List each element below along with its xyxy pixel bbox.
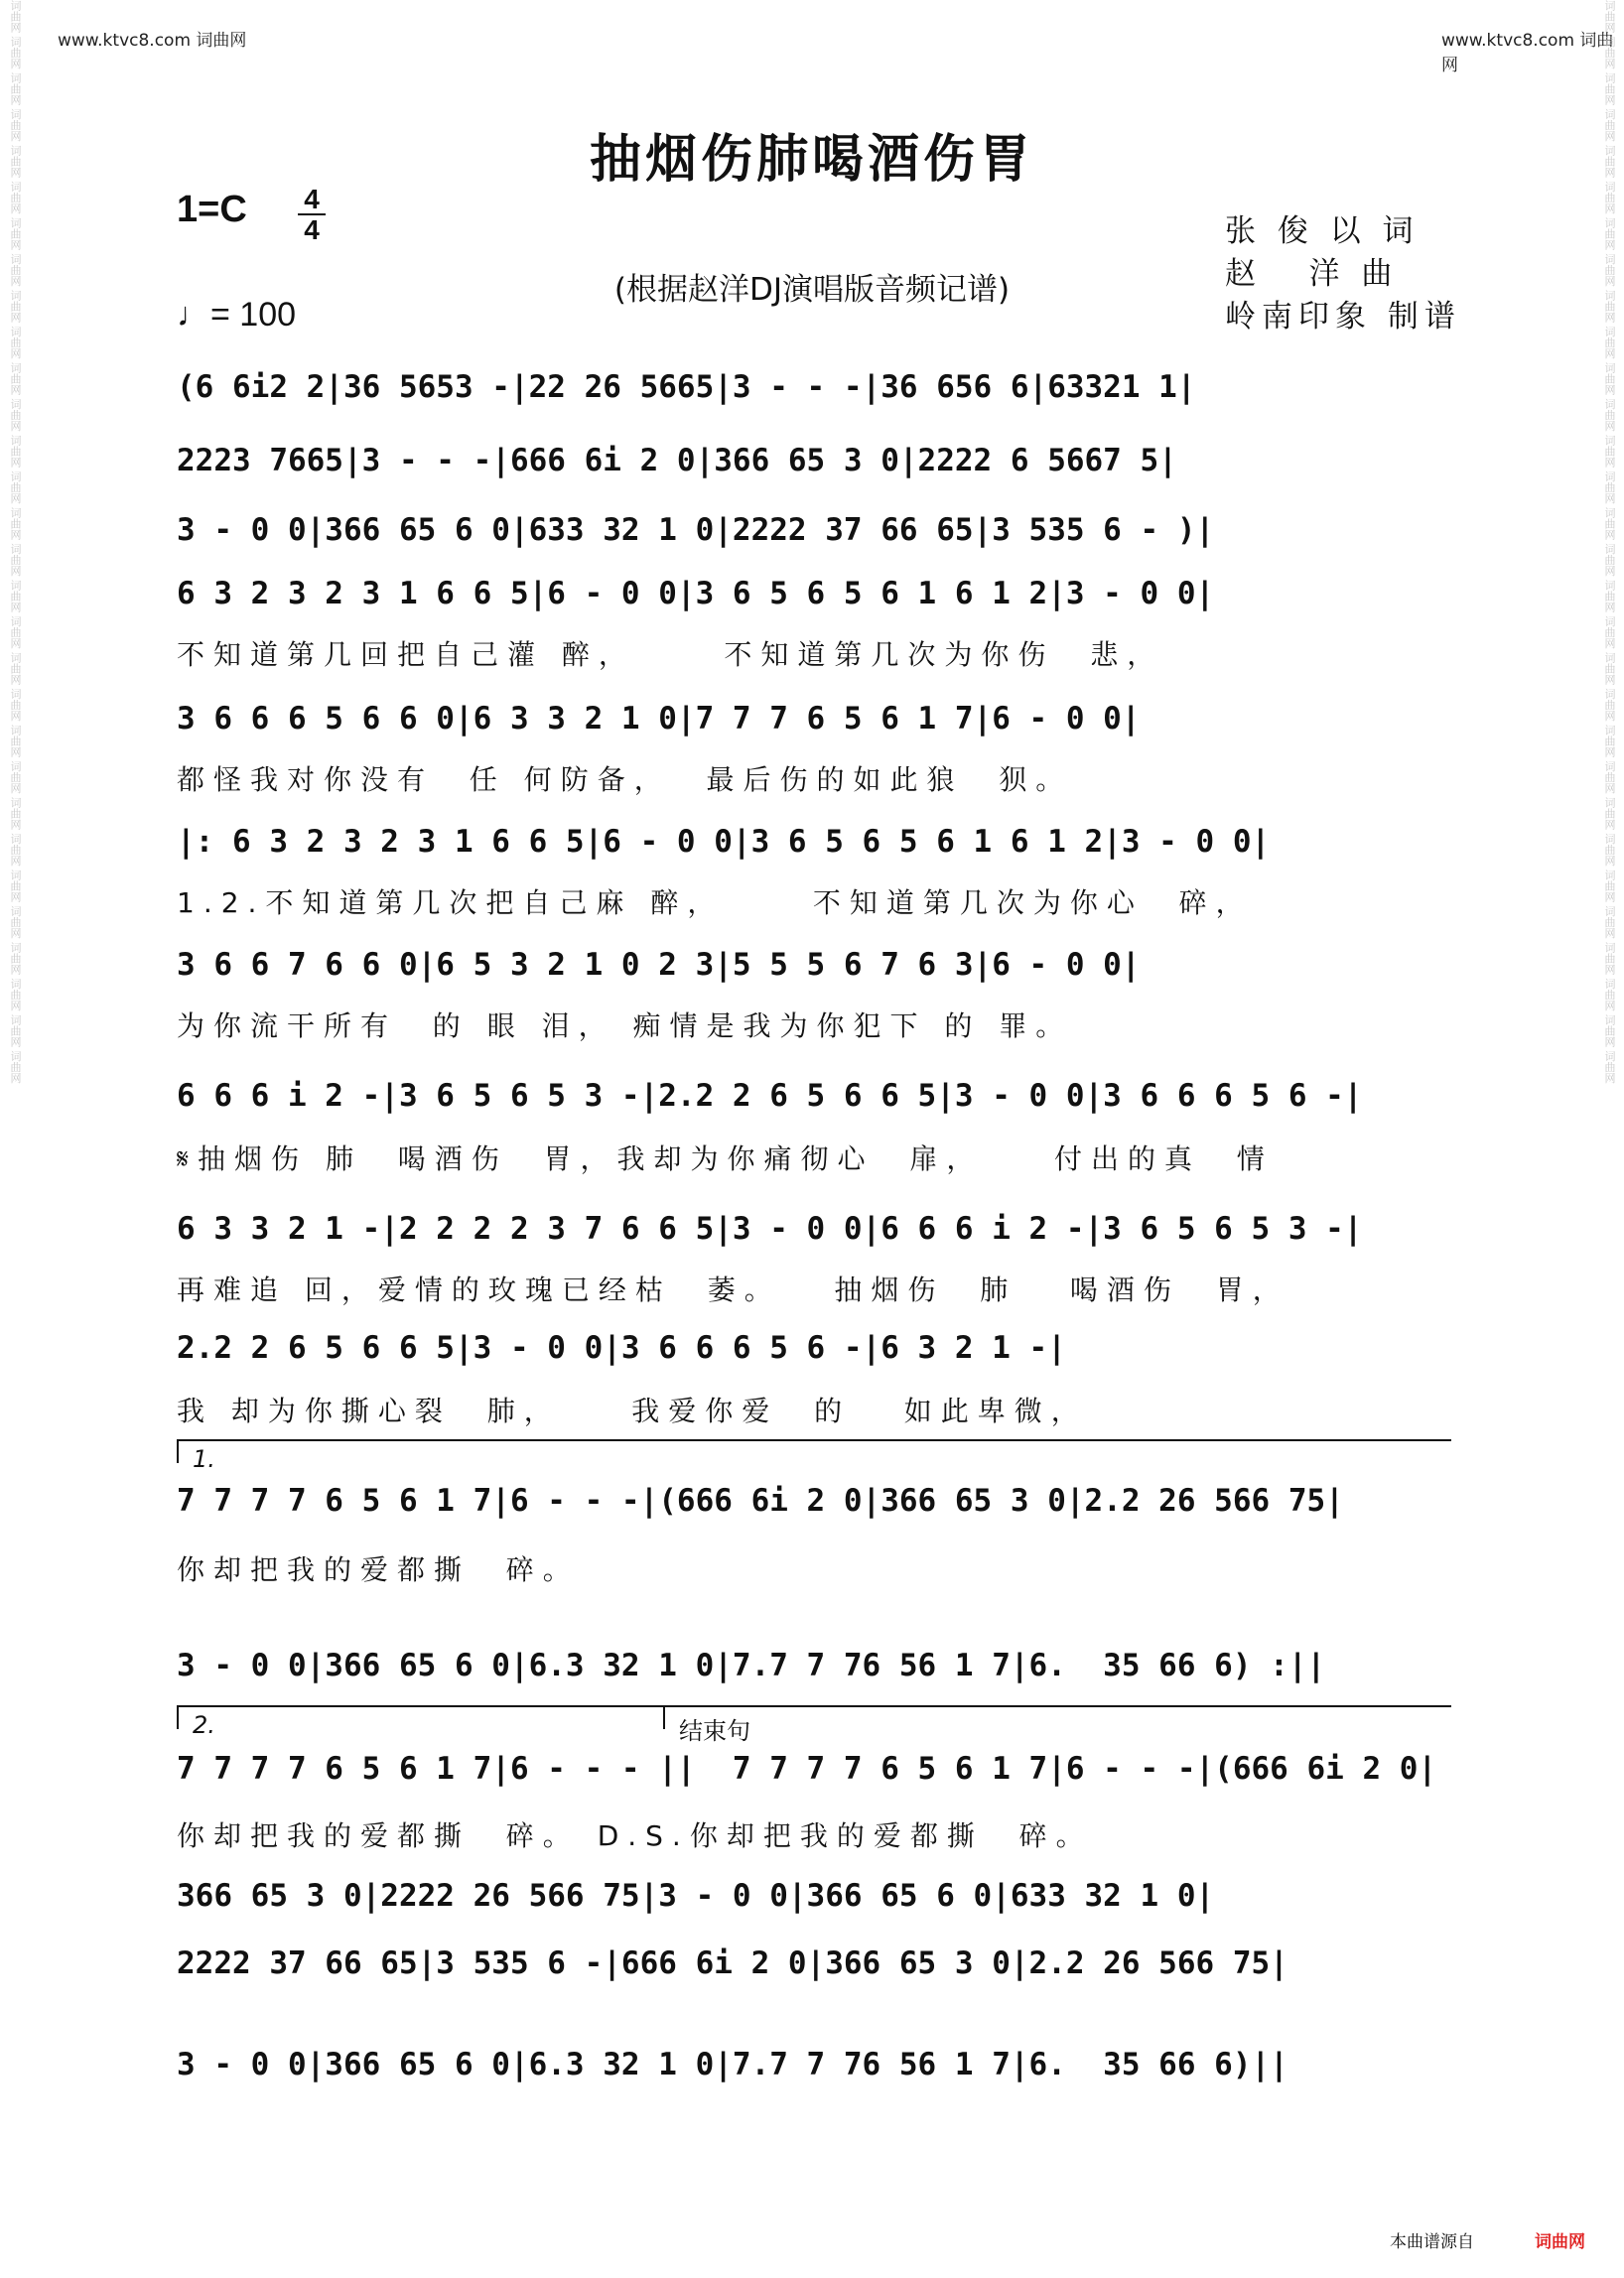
- ending-bracket-1: [177, 1439, 1451, 1473]
- lyrics-row-11: 你却把我的爱都撕 碎。: [177, 1553, 580, 1586]
- header-site-left: www.ktvc8.com 词曲网: [58, 31, 247, 51]
- ending-label-1: 1.: [193, 1445, 215, 1473]
- notation-row-12: 3 - 0 0|366 65 6 0|6.3 32 1 0|7.7 7 76 56 1 7|6. 35 66 6) :||: [177, 1648, 1326, 1683]
- notation-row-15: 2222 37 66 65|3 535 6 -|666 6i 2 0|366 65 3 0|2.2 26 566 75|: [177, 1945, 1288, 1981]
- ending-label-2: 2.: [193, 1711, 215, 1739]
- time-signature-top: 4: [304, 184, 320, 214]
- credit-transcriber: 岭南印象 制谱: [1225, 299, 1461, 335]
- lyrics-row-5: 都怪我对你没有 任 何防备， 最后伤的如此狼 狈。: [177, 763, 1073, 796]
- notation-row-14: 366 65 3 0|2222 26 566 75|3 - 0 0|366 65 6 0|633 32 1 0|: [177, 1878, 1215, 1914]
- coda-bracket: [663, 1705, 1451, 1745]
- song-title: 抽烟伤肺喝酒伤胃: [589, 129, 1034, 190]
- footer-site-logo: 词曲网: [1535, 2232, 1585, 2252]
- header-site-right: www.ktvc8.com 词曲网: [1441, 31, 1614, 75]
- credit-composer: 赵 洋 曲: [1225, 256, 1399, 292]
- footer-source: 本曲谱源自: [1390, 2232, 1474, 2252]
- lyrics-row-4: 不知道第几回把自己灌 醉， 不知道第几次为你伤 悲，: [177, 638, 1164, 671]
- notation-row-11: 7 7 7 7 6 5 6 1 7|6 - - -|(666 6i 2 0|366 65 3 0|2.2 26 566 75|: [177, 1483, 1344, 1519]
- notation-row-16: 3 - 0 0|366 65 6 0|6.3 32 1 0|7.7 7 76 56 1 7|6. 35 66 6)||: [177, 2047, 1288, 2082]
- key-signature: 1=C: [177, 189, 247, 230]
- ending-bracket-2: [177, 1705, 665, 1739]
- time-signature: [298, 185, 326, 244]
- notation-row-13: 7 7 7 7 6 5 6 1 7|6 - - - || 7 7 7 7 6 5 6 1 7|6 - - -|(666 6i 2 0|: [177, 1751, 1437, 1787]
- notation-row-5: 3 6 6 6 5 6 6 0|6 3 3 2 1 0|7 7 7 6 5 6 1 7|6 - 0 0|: [177, 701, 1141, 737]
- side-watermark-left: 词曲网 词曲网 词曲网 词曲网 词曲网 词曲网 词曲网 词曲网 词曲网 词曲网 词曲网 词曲网 词曲网 词曲网 词曲网 词曲网 词曲网 词曲网 词曲网 词曲网 词曲网 词曲网 词曲网 词曲网 词曲网 词曲网 词曲网 词曲网 词曲网 词曲网: [9, 0, 22, 1084]
- notation-row-6: |: 6 3 2 3 2 3 1 6 6 5|6 - 0 0|3 6 5 6 5 6 1 6 1 2|3 - 0 0|: [177, 824, 1271, 860]
- coda-label: 结束句: [679, 1717, 750, 1745]
- time-signature-bottom: 4: [298, 213, 326, 244]
- lyrics-row-13: 你却把我的爱都撕 碎。 D.S.你却把我的爱都撕 碎。: [177, 1819, 1093, 1852]
- subtitle: (根据赵洋DJ演唱版音频记谱): [613, 272, 1011, 308]
- notation-row-9: 6 3 3 2 1 -|2 2 2 2 3 7 6 6 5|3 - 0 0|6 6 6 i 2 -|3 6 5 6 5 3 -|: [177, 1211, 1363, 1247]
- tempo-marking: ♩= 100: [177, 296, 297, 334]
- notation-row-7: 3 6 6 7 6 6 0|6 5 3 2 1 0 2 3|5 5 5 6 7 6 3|6 - 0 0|: [177, 947, 1141, 983]
- credit-lyricist: 张 俊 以 词: [1225, 213, 1420, 249]
- credits: [1225, 210, 1461, 338]
- side-watermark-right: 词曲网 词曲网 词曲网 词曲网 词曲网 词曲网 词曲网 词曲网 词曲网 词曲网 词曲网 词曲网 词曲网 词曲网 词曲网 词曲网 词曲网 词曲网 词曲网 词曲网 词曲网 词曲网 词曲网 词曲网 词曲网 词曲网 词曲网 词曲网 词曲网 词曲网: [1603, 0, 1616, 1084]
- lyrics-row-7: 为你流干所有 的 眼 泪， 痴情是我为你犯下 的 罪。: [177, 1009, 1073, 1042]
- notation-row-10: 2.2 2 6 5 6 6 5|3 - 0 0|3 6 6 6 5 6 -|6 3 2 1 -|: [177, 1330, 1066, 1366]
- notation-row-3: 3 - 0 0|366 65 6 0|633 32 1 0|2222 37 66 65|3 535 6 - )|: [177, 512, 1215, 548]
- notation-row-2: 2223 7665|3 - - -|666 6i 2 0|366 65 3 0|2222 6 5667 5|: [177, 443, 1177, 478]
- lyrics-row-9: 再难追 回，爱情的玫瑰已经枯 萎。 抽烟伤 肺 喝酒伤 胃，: [177, 1273, 1289, 1306]
- lyrics-row-10: 我 却为你撕心裂 肺， 我爱你爱 的 如此卑微，: [177, 1395, 1088, 1427]
- notation-row-4: 6 3 2 3 2 3 1 6 6 5|6 - 0 0|3 6 5 6 5 6 1 6 1 2|3 - 0 0|: [177, 576, 1215, 611]
- lyrics-row-8: 𝄋抽烟伤 肺 喝酒伤 胃，我却为你痛彻心 扉， 付出的真 情: [177, 1142, 1274, 1175]
- notation-row-1: (6 6i2 2|36 5653 -|22 26 5665|3 - - -|36 656 6|63321 1|: [177, 369, 1196, 405]
- lyrics-row-6: 1.2.不知道第几次把自己麻 醉， 不知道第几次为你心 碎，: [177, 886, 1253, 919]
- notation-row-8: 6 6 6 i 2 -|3 6 5 6 5 3 -|2.2 2 6 5 6 6 5|3 - 0 0|3 6 6 6 5 6 -|: [177, 1078, 1363, 1114]
